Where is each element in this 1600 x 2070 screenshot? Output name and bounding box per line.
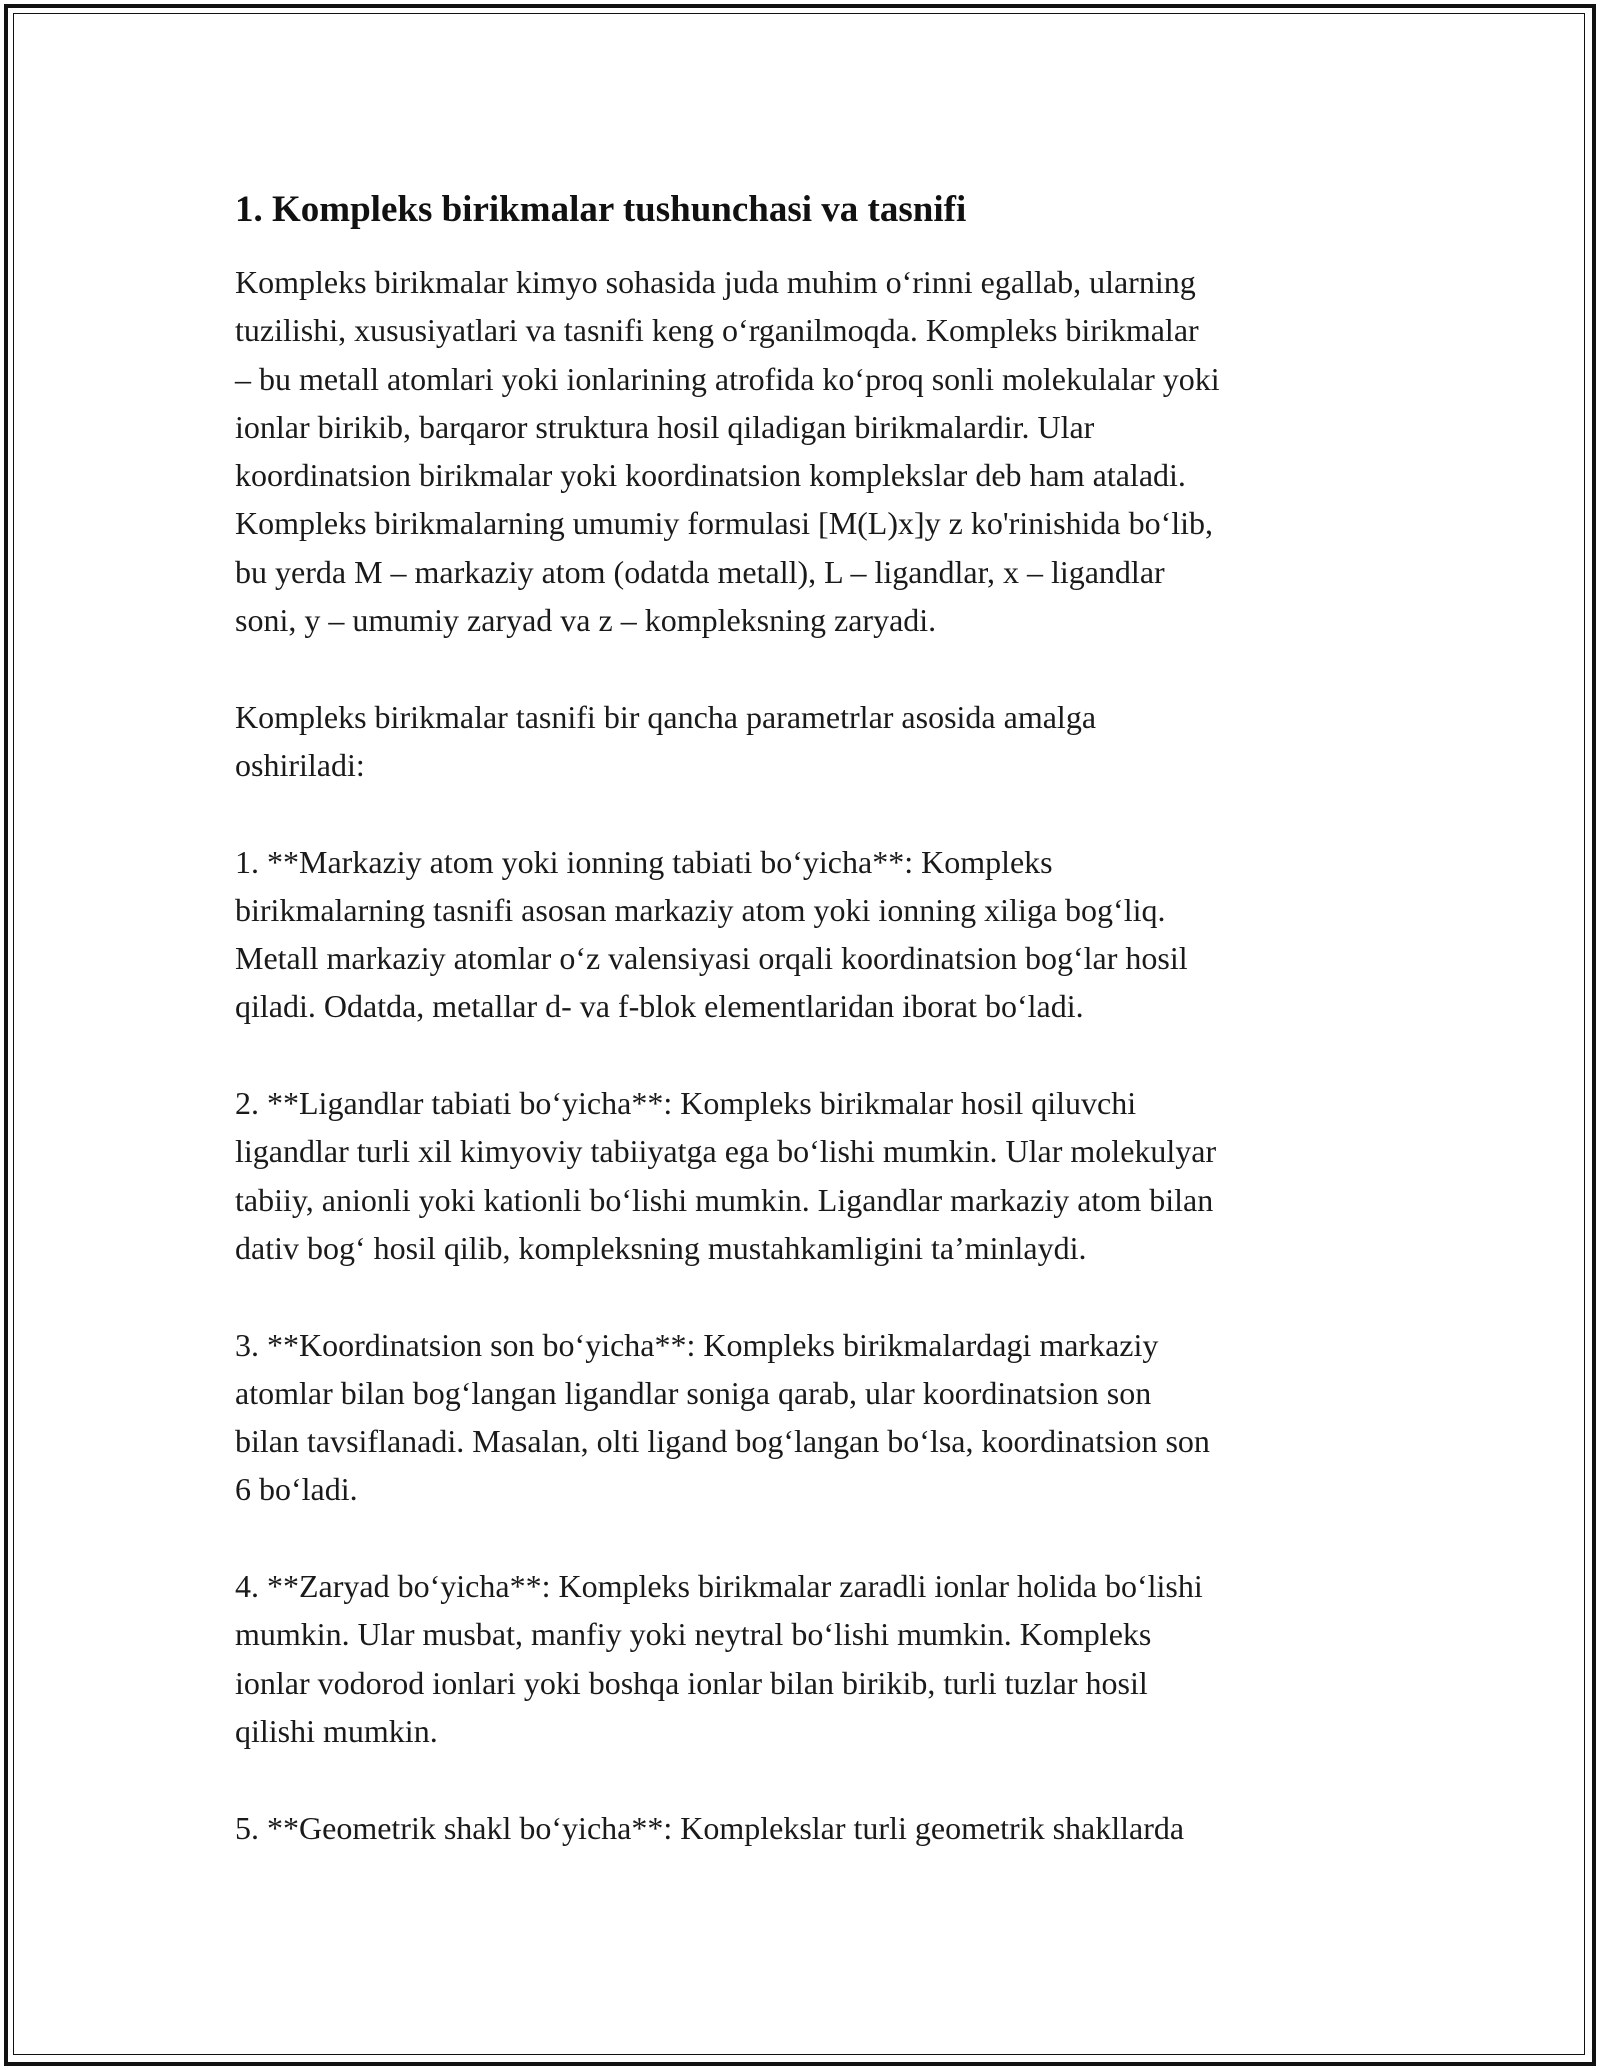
list-item-ligands: 2. **Ligandlar tabiati bo‘yicha**: Kompleks birikmalar hosil qiluvchi ligandlar turli xil kimyoviy tabiiyatga ega bo‘lishi mumkin. Ular molekulyar tabiiy, anionli yoki kationli bo‘lishi mumkin. Ligandlar markaziy atom bilan dativ bog‘ hosil qilib, kompleksning mustahkamligini ta’minlaydi. <box>235 1085 1217 1266</box>
paragraph-intro: Kompleks birikmalar kimyo sohasida juda muhim o‘rinni egallab, ularning tuzilishi, xususiyatlari va tasnifi keng o‘rganilmoqda. Kompleks birikmalar – bu metall atomlari yoki ionlarining atrofida ko‘proq sonli molekulalar yoki ionlar birikib, barqaror struktura hosil qiladigan birikmalardir. Ular koordinatsion birikmalar yoki koordinatsion komplekslar deb ham ataladi. Kompleks birikmalarning umumiy formulasi [M(L)x]y z ko'rinishida bo‘lib, bu yerda M – markaziy atom (odatda metall), L – ligandlar, x – ligandlar soni, y – umumiy zaryad va z – kompleksning zaryadi. <box>235 264 1220 639</box>
list-item-geometric-shape: 5. **Geometrik shakl bo‘yicha**: Komplekslar turli geometrik shakllarda <box>235 1809 1185 1846</box>
paragraph-classification-intro: Kompleks birikmalar tasnifi bir qancha parametrlar asosida amalga oshiriladi: <box>235 698 1097 783</box>
section-heading: 1. Kompleks birikmalar tushunchasi va tasnifi <box>235 189 967 230</box>
document-body <box>235 186 1365 1900</box>
list-item-charge: 4. **Zaryad bo‘yicha**: Kompleks birikmalar zaradli ionlar holida bo‘lishi mumkin. Ular musbat, manfiy yoki neytral bo‘lishi mumkin. Kompleks ionlar vodorod ionlari yoki boshqa ionlar bilan birikib, turli tuzlar hosil qilishi mumkin. <box>235 1568 1203 1749</box>
list-item-central-atom: 1. **Markaziy atom yoki ionning tabiati bo‘yicha**: Kompleks birikmalarning tasnifi asosan markaziy atom yoki ionning xiliga bog‘liq. Metall markaziy atomlar o‘z valensiyasi orqali koordinatsion bog‘lar hosil qiladi. Odatda, metallar d- va f-blok elementlaridan iborat bo‘ladi. <box>235 843 1188 1025</box>
list-item-coordination-number: 3. **Koordinatsion son bo‘yicha**: Kompleks birikmalardagi markaziy atomlar bilan bog‘langan ligandlar soniga qarab, ular koordinatsion son bilan tavsiflanadi. Masalan, olti ligand bog‘langan bo‘lsa, koordinatsion son 6 bo‘ladi. <box>235 1326 1210 1508</box>
